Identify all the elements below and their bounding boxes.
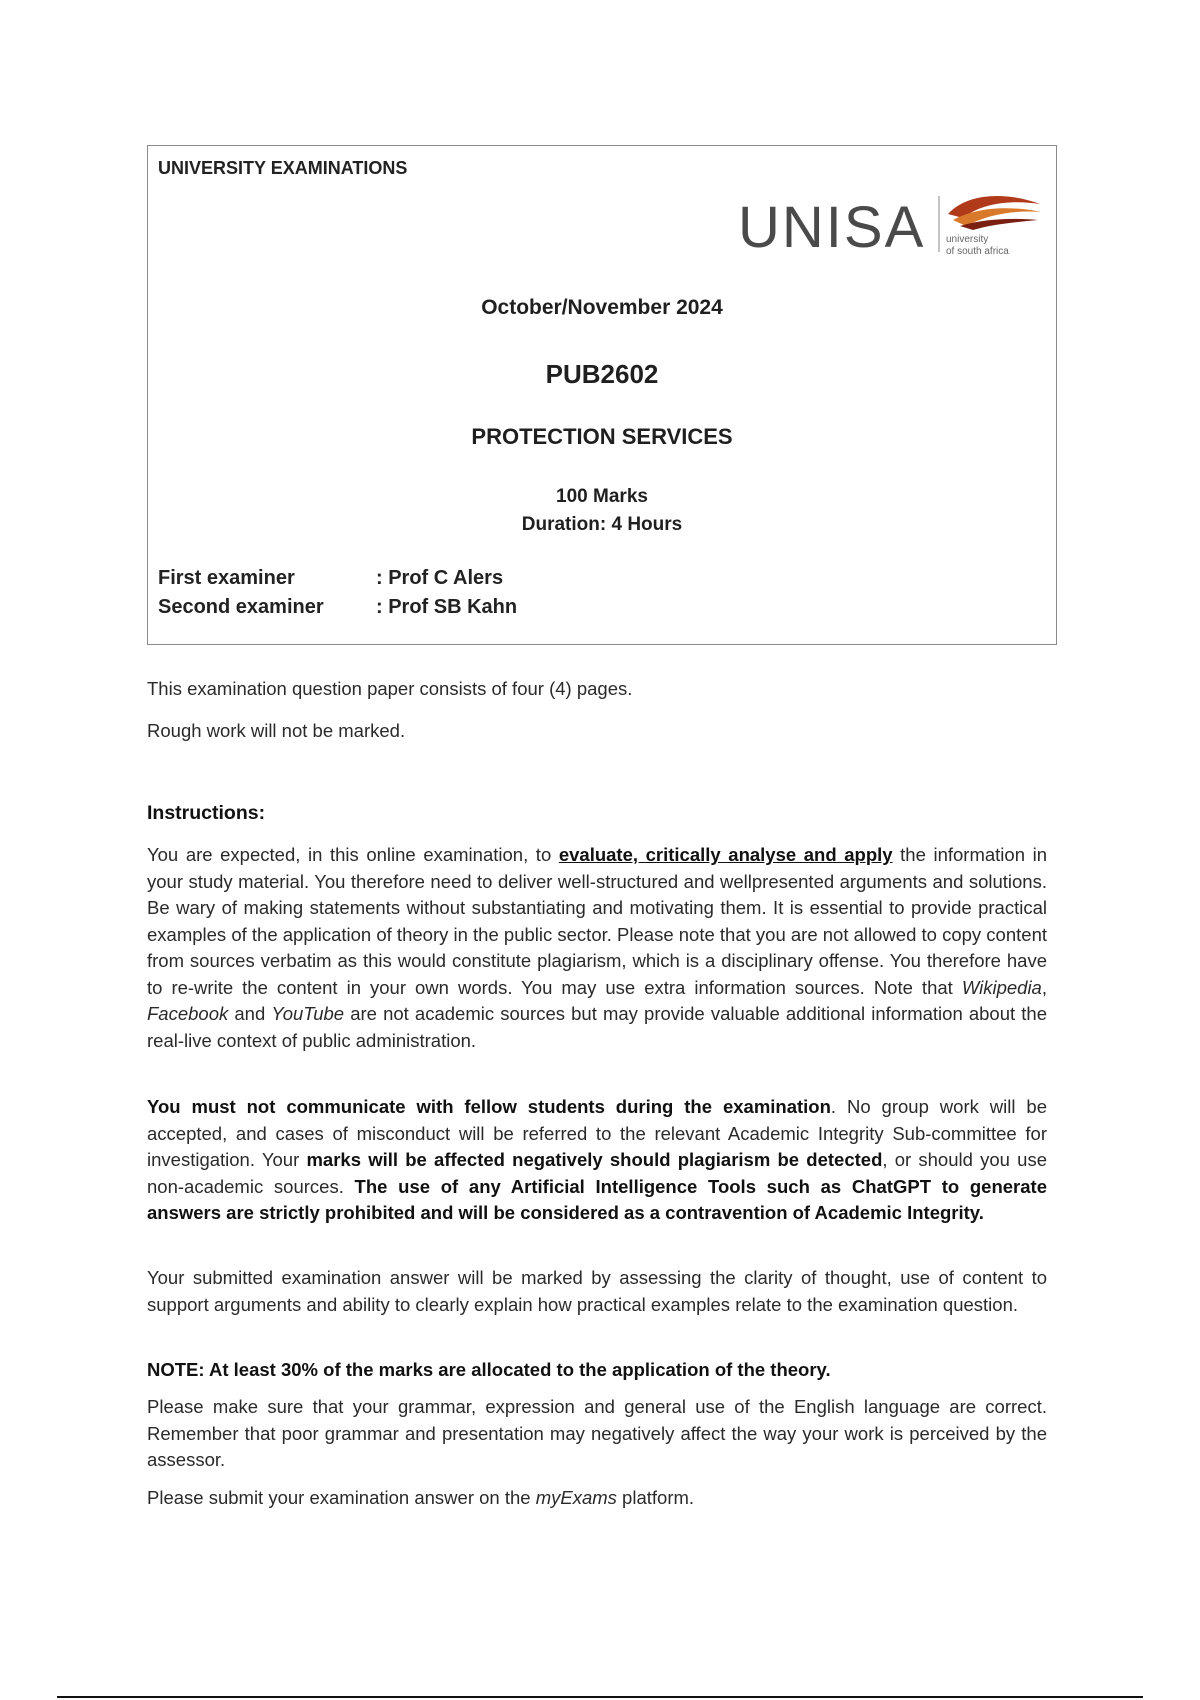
- examiner-role: First examiner: [158, 567, 295, 589]
- examiner-row: [158, 593, 517, 622]
- pages-statement: This examination question paper consists of four (4) pages.: [147, 678, 633, 699]
- instructions-paragraph-1: [147, 842, 1047, 1054]
- university-examinations-label: UNIVERSITY EXAMINATIONS: [158, 158, 408, 178]
- exam-period: October/November 2024: [481, 296, 723, 319]
- logo-sub-1: university: [946, 234, 989, 245]
- p5-text-b: platform.: [616, 1487, 695, 1508]
- p1-text-b: the information in your study material. You therefore need to deliver well-structured and wellpresented arguments and solutions. Be wary of making statements without substantiating and motivating them. It is essential to provide practical examples of the application of theory in the public sector. Please note that you are not allowed to copy content from sources verbatim as this would constitute plagiarism, which is a disciplinary offense. You therefore have to re-write the content in your own words. You may use extra information sources. Note that: [147, 844, 1047, 998]
- p2-text-b: , or should you use non-academic sources.: [147, 1149, 1047, 1197]
- unisa-logo: [738, 184, 1048, 264]
- module-title: PROTECTION SERVICES: [471, 424, 733, 449]
- logo-wordmark: UNISA: [738, 195, 926, 260]
- footer-divider: [57, 1696, 1143, 1698]
- p2-bold-1: You must not communicate with fellow students during the examination: [147, 1096, 831, 1117]
- instructions-paragraph-3: Your submitted examination answer will be marked by assessing the clarity of thought, use of content to support arguments and ability to clearly explain how practical examples relate to the examination question.: [147, 1267, 1047, 1315]
- p1-facebook: Facebook: [147, 1003, 229, 1024]
- instructions-paragraph-2: [147, 1094, 1047, 1227]
- total-marks: 100 Marks: [556, 486, 648, 507]
- submission-statement: [147, 1485, 1047, 1512]
- examiner-role: Second examiner: [158, 596, 324, 618]
- p1-and: and: [228, 1003, 272, 1024]
- rough-work-statement: Rough work will not be marked.: [147, 720, 406, 741]
- cover-box: [147, 145, 1057, 645]
- p5-text-a: Please submit your examination answer on the: [147, 1487, 536, 1508]
- instructions-heading: Instructions:: [147, 802, 266, 824]
- marks-duration: [148, 483, 1056, 539]
- examiner-name: : Prof C Alers: [376, 567, 504, 589]
- note-statement: NOTE: At least 30% of the marks are allocated to the application of the theory.: [147, 1359, 831, 1380]
- unisa-logo-graphic: [738, 184, 1048, 264]
- myexams-platform: myExams: [535, 1487, 617, 1508]
- p2-bold-3: The use of any Artificial Intelligence Tools such as ChatGPT to generate answers are strictly prohibited and will be considered as a contravention of Academic Integrity.: [147, 1175, 1047, 1223]
- p1-wikipedia: Wikipedia: [961, 976, 1042, 998]
- p1-emphasis: evaluate, critically analyse and apply: [558, 844, 893, 865]
- duration: Duration: 4 Hours: [521, 514, 683, 535]
- p1-comma: ,: [1041, 976, 1047, 998]
- examiner-name: : Prof SB Kahn: [376, 596, 518, 618]
- p1-text-c: are not academic sources but may provide valuable additional information about the real-live context of public administration.: [147, 1003, 1047, 1051]
- examiner-row: [158, 564, 517, 593]
- module-code: PUB2602: [545, 359, 659, 389]
- p1-youtube: YouTube: [271, 1003, 345, 1024]
- p2-text-a: . No group work will be accepted, and cases of misconduct will be referred to the relevant Academic Integrity Sub-committee for investigation. Your: [147, 1096, 1047, 1170]
- logo-sub-2: of south africa: [946, 246, 1009, 257]
- p1-text-a: You are expected, in this online examination, to: [147, 844, 559, 865]
- p2-bold-2: marks will be affected negatively should plagiarism be detected: [306, 1149, 883, 1170]
- instructions-paragraph-4: Please make sure that your grammar, expression and general use of the English language are correct. Remember that poor grammar and presentation may negatively affect the way your work is perceived by the assessor.: [147, 1396, 1047, 1470]
- examiners: [158, 564, 517, 622]
